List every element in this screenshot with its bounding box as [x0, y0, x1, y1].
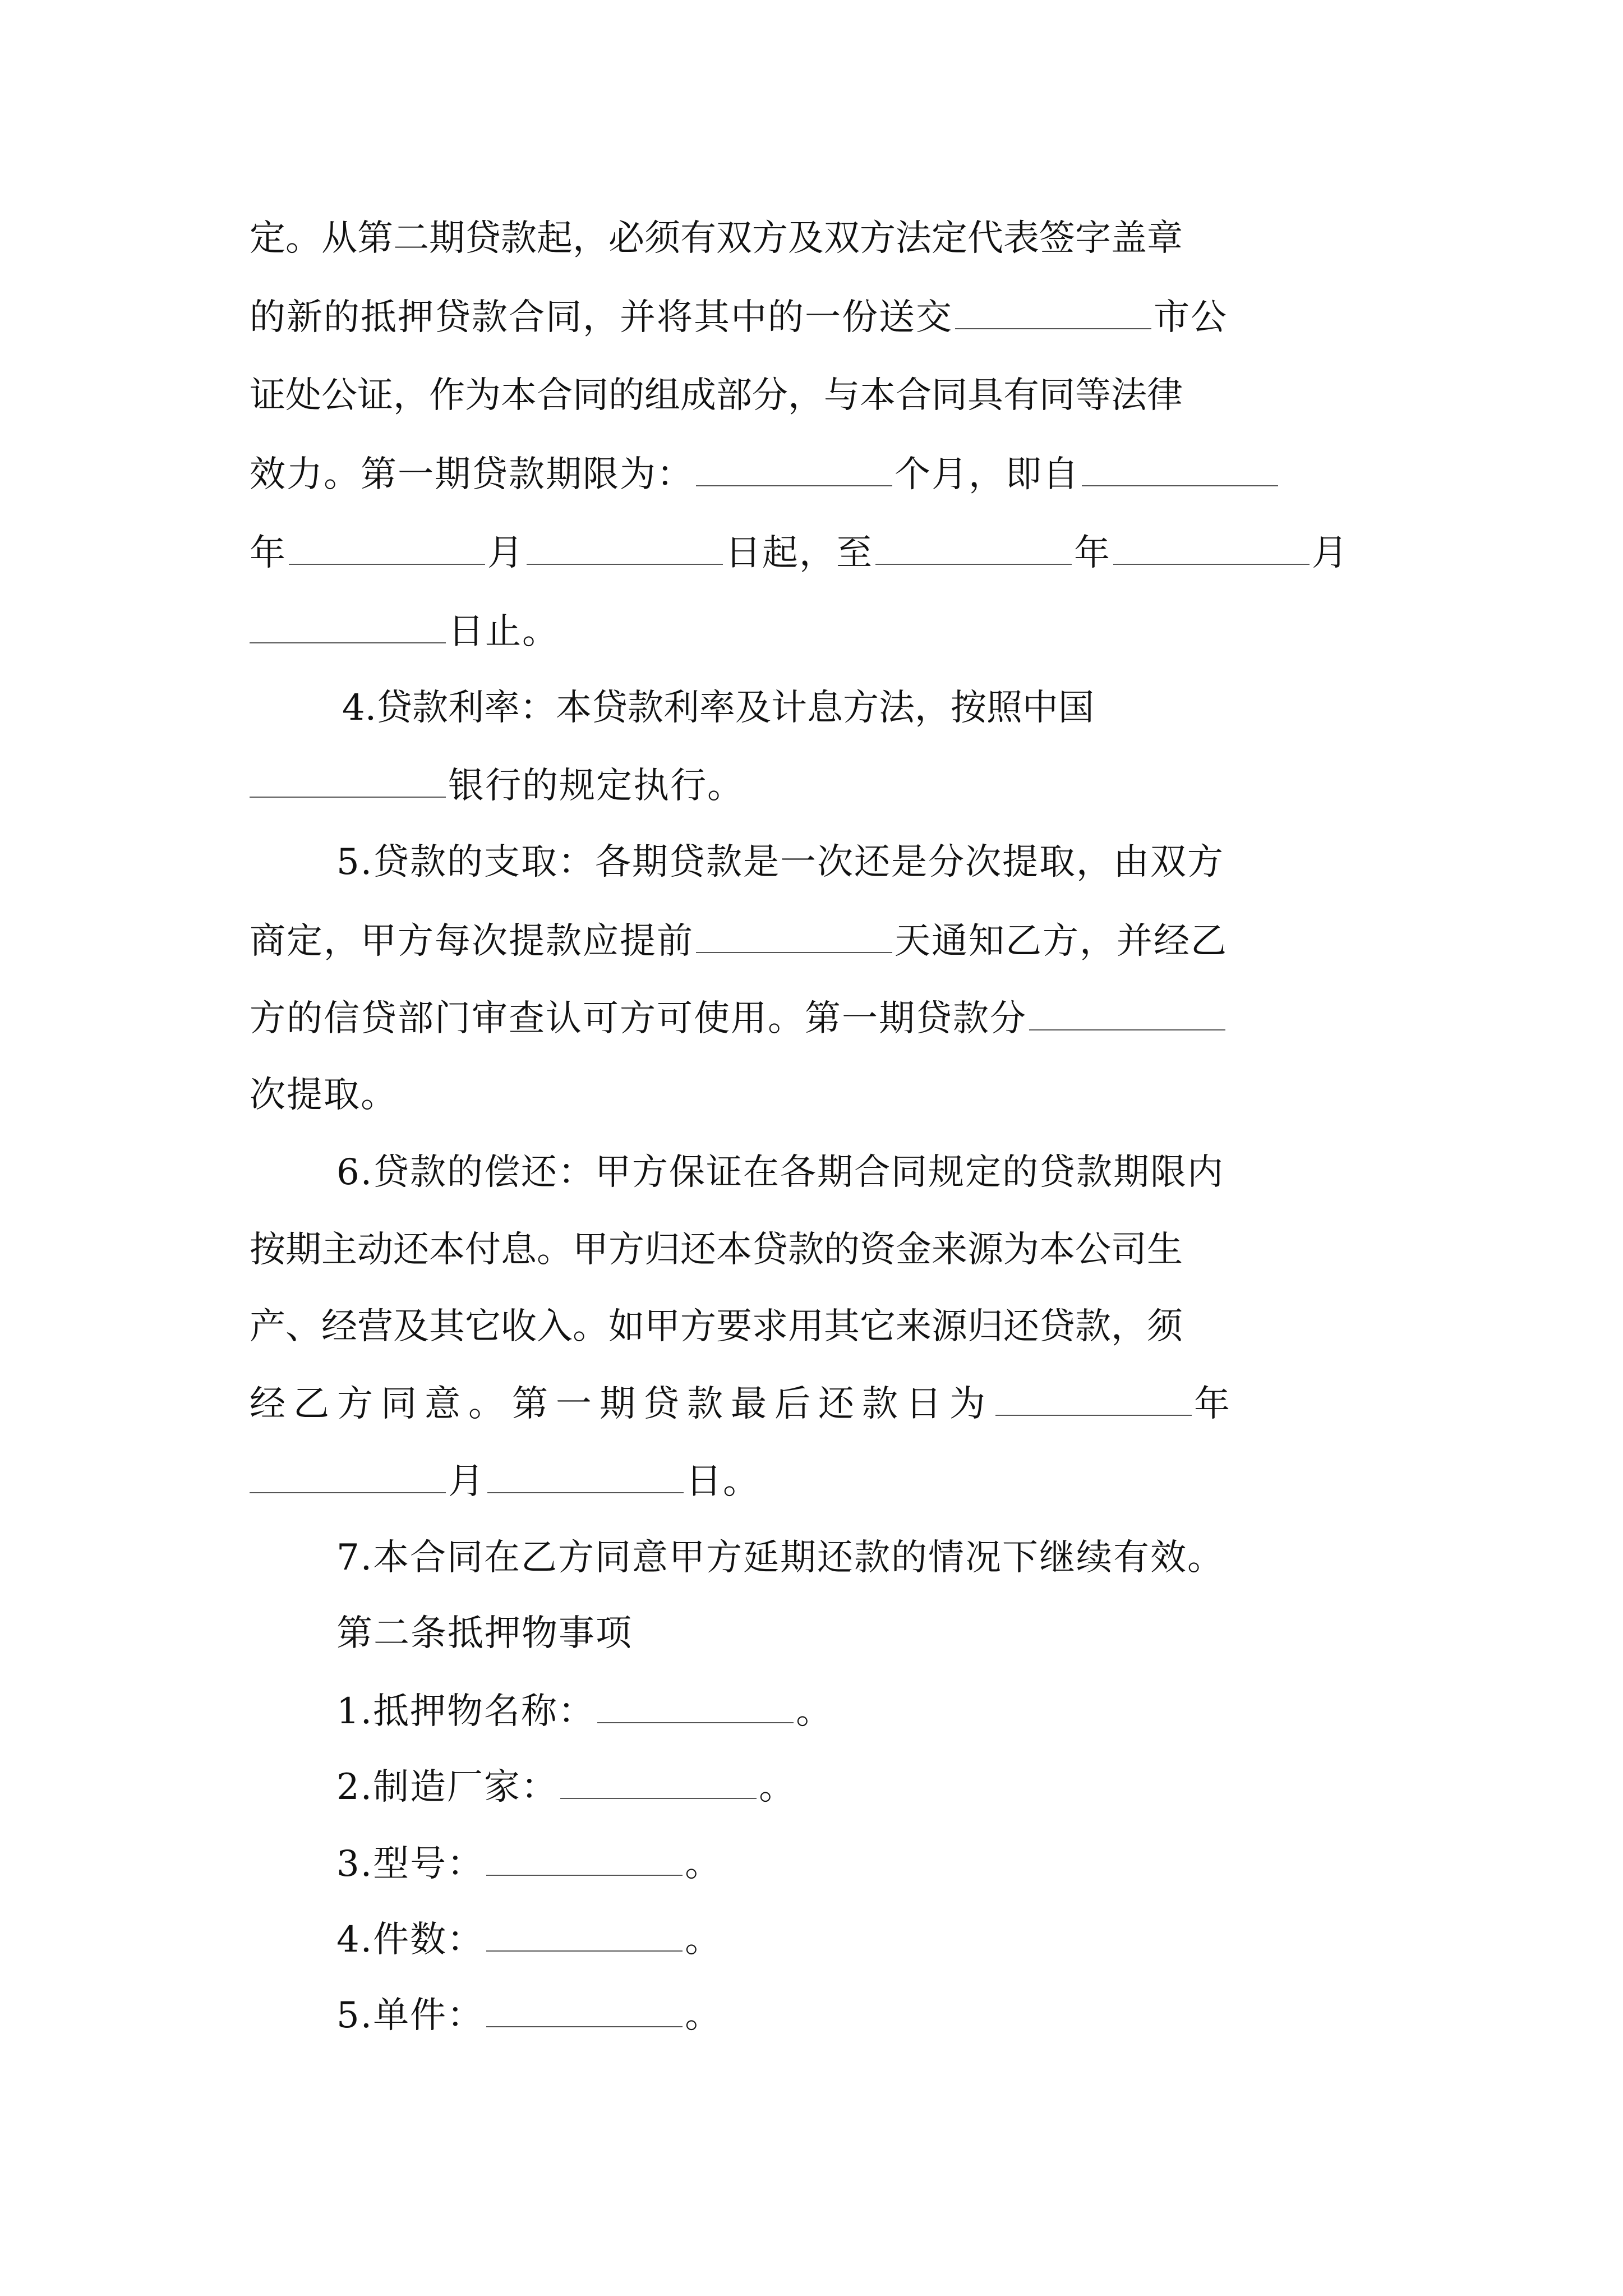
fill-in-blank[interactable] — [289, 530, 485, 565]
text-line — [250, 373, 1388, 418]
clause-4-heading: 4.贷款利率：本贷款利率及计息方法，按照中国 — [342, 687, 1095, 729]
fill-in-blank[interactable] — [696, 452, 892, 486]
fill-in-blank[interactable] — [250, 609, 446, 643]
fill-in-blank[interactable] — [560, 1764, 757, 1799]
text-segment: 日起，至 — [725, 532, 873, 574]
text-segment: 日止。 — [448, 611, 559, 652]
item-end: 。 — [685, 1919, 722, 1961]
text-segment: 年 — [250, 532, 287, 574]
text-line — [250, 1227, 1388, 1272]
text-line — [250, 295, 1228, 339]
text-segment: 的新的抵押贷款合同，并将其中的一份送交 — [250, 297, 953, 338]
fill-in-blank[interactable] — [875, 530, 1072, 565]
item-label: 5.单件： — [336, 1995, 485, 2036]
form-item — [336, 1993, 722, 2037]
fill-in-blank[interactable] — [1082, 452, 1278, 486]
text-segment: 产、经营及其它收入。如甲方要求用其它来源归还贷款，须 — [250, 1306, 1183, 1347]
text-line — [336, 1150, 1224, 1195]
text-segment: 按期主动还本付息。甲方归还本贷款的资金来源为本公司生 — [250, 1229, 1183, 1271]
text-segment: 方的信贷部门审查认可方可使用。第一期贷款分 — [250, 998, 1027, 1039]
text-line — [250, 216, 1388, 261]
text-segment: 月 — [448, 1461, 485, 1502]
text-line — [250, 918, 1228, 963]
form-item — [336, 1841, 722, 1886]
text-line — [342, 685, 1388, 730]
text-segment: 商定，甲方每次提款应提前 — [250, 921, 694, 962]
text-line — [336, 1535, 1224, 1580]
item-end: 。 — [759, 1766, 796, 1808]
text-segment: 月 — [487, 532, 524, 574]
text-line — [250, 996, 1228, 1041]
text-segment: 定。从第二期贷款起，必须有双方及双方法定代表签字盖章 — [250, 218, 1183, 259]
text-segment: 证处公证，作为本合同的组成部分，与本合同具有同等法律 — [250, 375, 1183, 416]
item-label: 4.件数： — [336, 1919, 485, 1961]
item-label: 3.型号： — [336, 1843, 485, 1885]
item-label: 1.抵押物名称： — [336, 1691, 596, 1732]
fill-in-blank[interactable] — [486, 1841, 683, 1876]
form-item — [336, 1688, 833, 1733]
fill-in-blank[interactable] — [486, 1917, 683, 1952]
text-segment: 效力。第一期贷款期限为： — [250, 454, 694, 495]
text-segment: 天通知乙方，并经乙 — [895, 921, 1228, 962]
fill-in-blank[interactable] — [487, 1458, 684, 1493]
fill-in-blank[interactable] — [696, 918, 892, 953]
text-segment: 日。 — [686, 1461, 760, 1502]
clause-6-heading: 6.贷款的偿还：甲方保证在各期合同规定的贷款期限内 — [336, 1152, 1225, 1193]
fill-in-blank[interactable] — [1113, 530, 1310, 565]
text-segment: 个月，即自 — [895, 454, 1080, 495]
section-2-title: 第二条抵押物事项 — [336, 1613, 633, 1654]
item-end: 。 — [796, 1691, 833, 1732]
text-segment: 年 — [1074, 532, 1111, 574]
text-line — [250, 1458, 760, 1503]
text-line — [250, 763, 744, 808]
item-label: 2.制造厂家： — [336, 1766, 559, 1808]
text-line — [336, 840, 1224, 885]
fill-in-blank[interactable] — [250, 1458, 446, 1493]
clause-5-heading: 5.贷款的支取：各期贷款是一次还是分次提取，由双方 — [336, 841, 1225, 883]
fill-in-blank[interactable] — [1029, 996, 1225, 1030]
text-segment: 月 — [1312, 532, 1349, 574]
fill-in-blank[interactable] — [597, 1688, 794, 1723]
fill-in-blank[interactable] — [527, 530, 723, 565]
section-title — [336, 1611, 633, 1656]
text-line — [250, 452, 1280, 496]
fill-in-blank[interactable] — [955, 295, 1151, 329]
form-item — [336, 1917, 722, 1962]
text-line — [250, 1381, 1238, 1426]
text-segment: 经乙方同意。第一期贷款最后还款日为 — [250, 1383, 993, 1425]
text-segment: 次提取。 — [250, 1074, 398, 1116]
text-line — [250, 1304, 1388, 1349]
item-end: 。 — [685, 1843, 722, 1885]
form-item — [336, 1764, 796, 1809]
text-line — [250, 530, 1349, 575]
text-line — [250, 1073, 398, 1117]
fill-in-blank[interactable] — [486, 1993, 683, 2027]
fill-in-blank[interactable] — [995, 1381, 1192, 1416]
fill-in-blank[interactable] — [250, 763, 446, 798]
text-line — [250, 609, 559, 654]
text-segment: 市公 — [1154, 297, 1228, 338]
clause-7-text: 7.本合同在乙方同意甲方延期还款的情况下继续有效。 — [336, 1537, 1225, 1579]
item-end: 。 — [685, 1995, 722, 2036]
text-segment: 年 — [1194, 1383, 1238, 1425]
text-segment: 银行的规定执行。 — [448, 765, 744, 807]
